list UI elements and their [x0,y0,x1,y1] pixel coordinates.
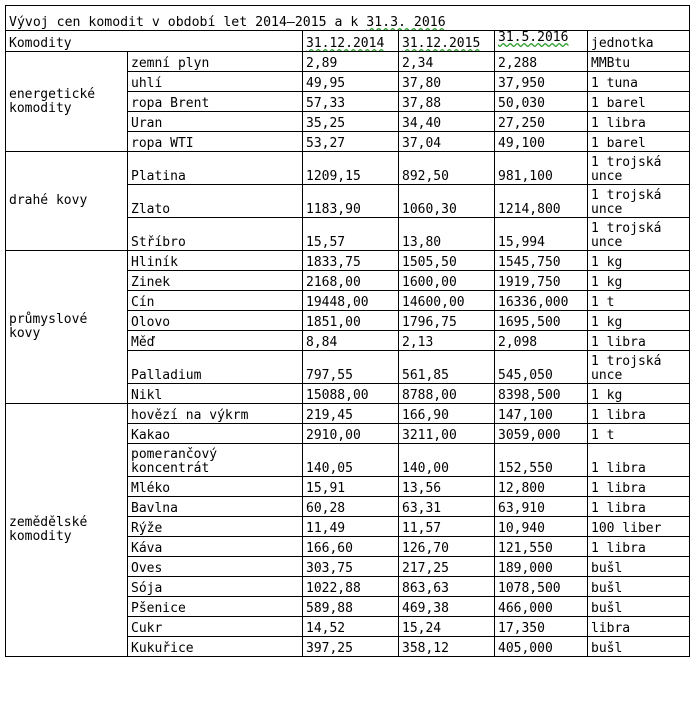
price-2015: 8788,00 [399,384,495,404]
commodity-name: Zlato [128,185,303,218]
unit-cell: bušl [588,557,690,577]
price-2014: 35,25 [303,112,399,132]
commodity-name: Bavlna [128,497,303,517]
price-2014: 53,27 [303,132,399,152]
commodity-name: Měď [128,331,303,351]
price-2016: 189,000 [495,557,588,577]
title-prefix: Vývoj cen komodit v období let 2014–2015 a k [9,15,367,30]
header-commodities: Komodity [6,31,303,52]
price-2016: 10,940 [495,517,588,537]
price-2016: 2,288 [495,52,588,72]
header-date-2014-text: 31.12.2014 [306,36,385,51]
price-2016: 1214,800 [495,185,588,218]
header-date-2015-text: 31.12.2015 [402,36,481,51]
price-2014: 303,75 [303,557,399,577]
commodity-name: Hliník [128,251,303,271]
price-2014: 140,05 [303,444,399,477]
price-2016: 17,350 [495,617,588,637]
price-2016: 37,950 [495,72,588,92]
commodity-name: Kukuřice [128,637,303,657]
price-2015: 11,57 [399,517,495,537]
header-unit: jednotka [588,31,690,52]
price-2015: 892,50 [399,152,495,185]
price-2015: 13,80 [399,218,495,251]
header-date-2016-text: 31.5.2016 [498,30,569,45]
unit-cell: 1 libra [588,537,690,557]
price-2014: 1851,00 [303,311,399,331]
price-2016: 1545,750 [495,251,588,271]
unit-cell: 100 liber [588,517,690,537]
unit-cell: bušl [588,577,690,597]
price-2014: 219,45 [303,404,399,424]
unit-cell: 1 trojská unce [588,351,690,384]
price-2016: 15,994 [495,218,588,251]
commodity-name: Nikl [128,384,303,404]
price-2015: 140,00 [399,444,495,477]
price-2015: 37,04 [399,132,495,152]
price-2016: 466,000 [495,597,588,617]
commodity-name: uhlí [128,72,303,92]
commodity-price-table [5,5,690,657]
price-2014: 15088,00 [303,384,399,404]
price-2015: 2,34 [399,52,495,72]
price-2016: 2,098 [495,331,588,351]
commodity-name: ropa WTI [128,132,303,152]
table-row [6,152,690,185]
price-2015: 37,80 [399,72,495,92]
commodity-name: Olovo [128,311,303,331]
price-2014: 57,33 [303,92,399,112]
price-2015: 469,38 [399,597,495,617]
header-date-2014 [303,31,399,52]
price-2014: 797,55 [303,351,399,384]
header-date-2015 [399,31,495,52]
price-2015: 15,24 [399,617,495,637]
commodity-name: Cín [128,291,303,311]
price-2015: 358,12 [399,637,495,657]
price-2016: 152,550 [495,444,588,477]
commodity-name: Cukr [128,617,303,637]
commodity-name: Mléko [128,477,303,497]
price-2016: 1695,500 [495,311,588,331]
unit-cell: bušl [588,597,690,617]
commodity-name: Oves [128,557,303,577]
price-2014: 15,91 [303,477,399,497]
commodity-name: Rýže [128,517,303,537]
price-2014: 166,60 [303,537,399,557]
unit-cell: 1 libra [588,444,690,477]
price-2015: 63,31 [399,497,495,517]
price-2016: 1919,750 [495,271,588,291]
price-2015: 561,85 [399,351,495,384]
unit-cell: 1 barel [588,132,690,152]
table-row [6,404,690,424]
unit-cell: 1 kg [588,384,690,404]
header-date-2016 [495,31,588,52]
unit-cell: 1 libra [588,331,690,351]
price-2015: 166,90 [399,404,495,424]
price-2014: 2168,00 [303,271,399,291]
price-2015: 1060,30 [399,185,495,218]
title-date: 31.3. 2016 [366,15,446,30]
price-2016: 50,030 [495,92,588,112]
price-2014: 2,89 [303,52,399,72]
unit-cell: 1 libra [588,404,690,424]
commodity-name: Zinek [128,271,303,291]
price-2015: 2,13 [399,331,495,351]
price-2015: 14600,00 [399,291,495,311]
price-2016: 1078,500 [495,577,588,597]
group-label: průmyslové kovy [6,251,128,404]
unit-cell: 1 trojská unce [588,152,690,185]
unit-cell: 1 tuna [588,72,690,92]
price-2016: 12,800 [495,477,588,497]
price-2016: 16336,000 [495,291,588,311]
price-2014: 1183,90 [303,185,399,218]
price-2014: 1209,15 [303,152,399,185]
price-2016: 405,000 [495,637,588,657]
table-row [6,52,690,72]
price-2014: 589,88 [303,597,399,617]
commodity-name: ropa Brent [128,92,303,112]
price-2014: 60,28 [303,497,399,517]
commodity-name: Palladium [128,351,303,384]
price-2016: 545,050 [495,351,588,384]
unit-cell: 1 t [588,424,690,444]
commodity-name: Stříbro [128,218,303,251]
price-2016: 147,100 [495,404,588,424]
price-2014: 1833,75 [303,251,399,271]
price-2014: 14,52 [303,617,399,637]
price-2015: 1600,00 [399,271,495,291]
group-label: energetické komodity [6,52,128,152]
price-2014: 1022,88 [303,577,399,597]
unit-cell: 1 barel [588,92,690,112]
price-2014: 49,95 [303,72,399,92]
unit-cell: 1 kg [588,311,690,331]
price-2016: 3059,000 [495,424,588,444]
unit-cell: 1 trojská unce [588,218,690,251]
commodity-name: Kakao [128,424,303,444]
unit-cell: 1 t [588,291,690,311]
price-2016: 981,100 [495,152,588,185]
price-2014: 8,84 [303,331,399,351]
price-2015: 863,63 [399,577,495,597]
unit-cell: bušl [588,637,690,657]
price-2014: 11,49 [303,517,399,537]
price-2014: 397,25 [303,637,399,657]
commodity-name: Káva [128,537,303,557]
commodity-name: Pšenice [128,597,303,617]
price-2014: 19448,00 [303,291,399,311]
unit-cell: 1 kg [588,271,690,291]
price-2016: 63,910 [495,497,588,517]
commodity-name: pomerančový koncentrát [128,444,303,477]
commodity-price-document [5,5,689,657]
price-2015: 1796,75 [399,311,495,331]
commodity-name: Sója [128,577,303,597]
commodity-name: Uran [128,112,303,132]
price-2015: 1505,50 [399,251,495,271]
price-2015: 3211,00 [399,424,495,444]
unit-cell: 1 libra [588,497,690,517]
table-row [6,251,690,271]
table-title [6,6,690,31]
unit-cell: 1 libra [588,112,690,132]
unit-cell: MMBtu [588,52,690,72]
unit-cell: 1 libra [588,477,690,497]
unit-cell: 1 kg [588,251,690,271]
unit-cell: 1 trojská unce [588,185,690,218]
commodity-name: hovězí na výkrm [128,404,303,424]
group-label: drahé kovy [6,152,128,251]
price-2015: 34,40 [399,112,495,132]
price-2016: 49,100 [495,132,588,152]
price-2015: 126,70 [399,537,495,557]
price-2015: 13,56 [399,477,495,497]
price-2016: 8398,500 [495,384,588,404]
unit-cell: libra [588,617,690,637]
price-2014: 15,57 [303,218,399,251]
price-2016: 27,250 [495,112,588,132]
price-2014: 2910,00 [303,424,399,444]
commodity-name: Platina [128,152,303,185]
price-2015: 37,88 [399,92,495,112]
price-2016: 121,550 [495,537,588,557]
group-label: zemědělské komodity [6,404,128,657]
price-2015: 217,25 [399,557,495,577]
commodity-name: zemní plyn [128,52,303,72]
